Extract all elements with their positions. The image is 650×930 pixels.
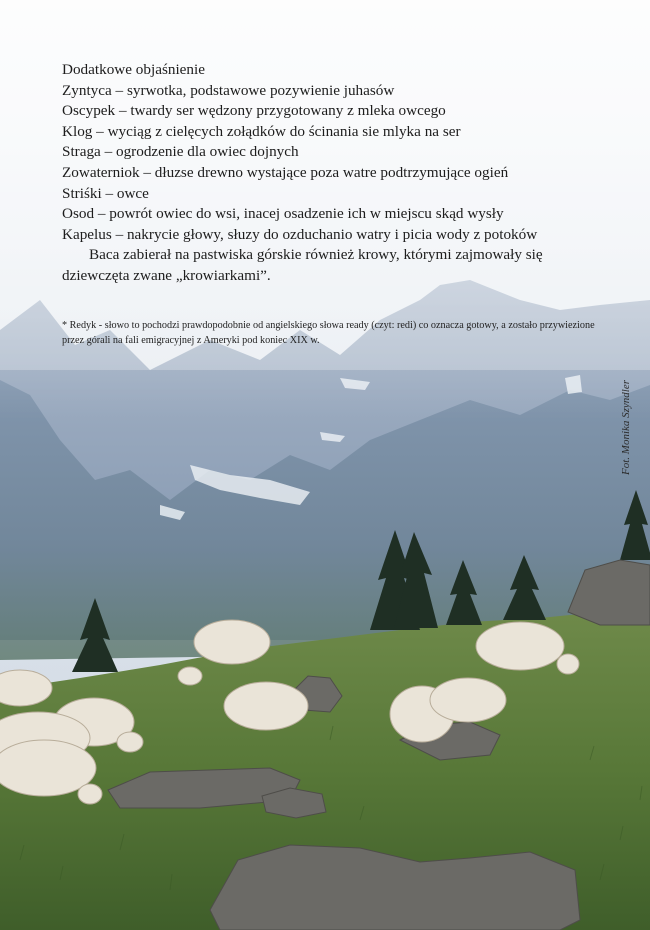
glossary-text xyxy=(62,60,622,287)
glossary-entry: Zyntyca – syrwotka, podstawowe pozywienie juhasów xyxy=(62,81,395,99)
photo-credit: Fot. Monika Szyndler xyxy=(620,379,632,475)
glossary-entry: Zowaterniok – dłuzse drewno wystające poza watre podtrzymujące ogień xyxy=(62,163,509,181)
glossary-entry: Striśki – owce xyxy=(62,184,149,202)
glossary-entry: Klog – wyciąg z cielęcych zołądków do ścinania sie mlyka na ser xyxy=(62,122,461,140)
footnote: * Redyk - słowo to pochodzi prawdopodobnie od angielskiego słowa ready (czyt: redi) co oznacza gotowy, a zostało przywiezione przez górali na fali emigracyjnej z Ameryki pod koniec XIX w. xyxy=(62,320,595,346)
glossary-entry: Kapelus – nakrycie głowy, słuzy do ozduchanio watry i picia wody z potoków xyxy=(62,225,538,243)
glossary-entry: Osod – powrót owiec do wsi, inacej osadzenie ich w miejscu skąd wysły xyxy=(62,205,504,223)
glossary-heading: Dodatkowe objaśnienie xyxy=(62,61,205,78)
glossary-entry: Straga – ogrodzenie dla owiec dojnych xyxy=(62,143,299,161)
glossary-entry: Oscypek – twardy ser wędzony przygotowany z mleka owcego xyxy=(62,102,446,120)
glossary-paragraph: Baca zabierał na pastwiska górskie również krowy, którymi zajmowały się dziewczęta zwane „krowiarkami”. xyxy=(62,246,543,284)
